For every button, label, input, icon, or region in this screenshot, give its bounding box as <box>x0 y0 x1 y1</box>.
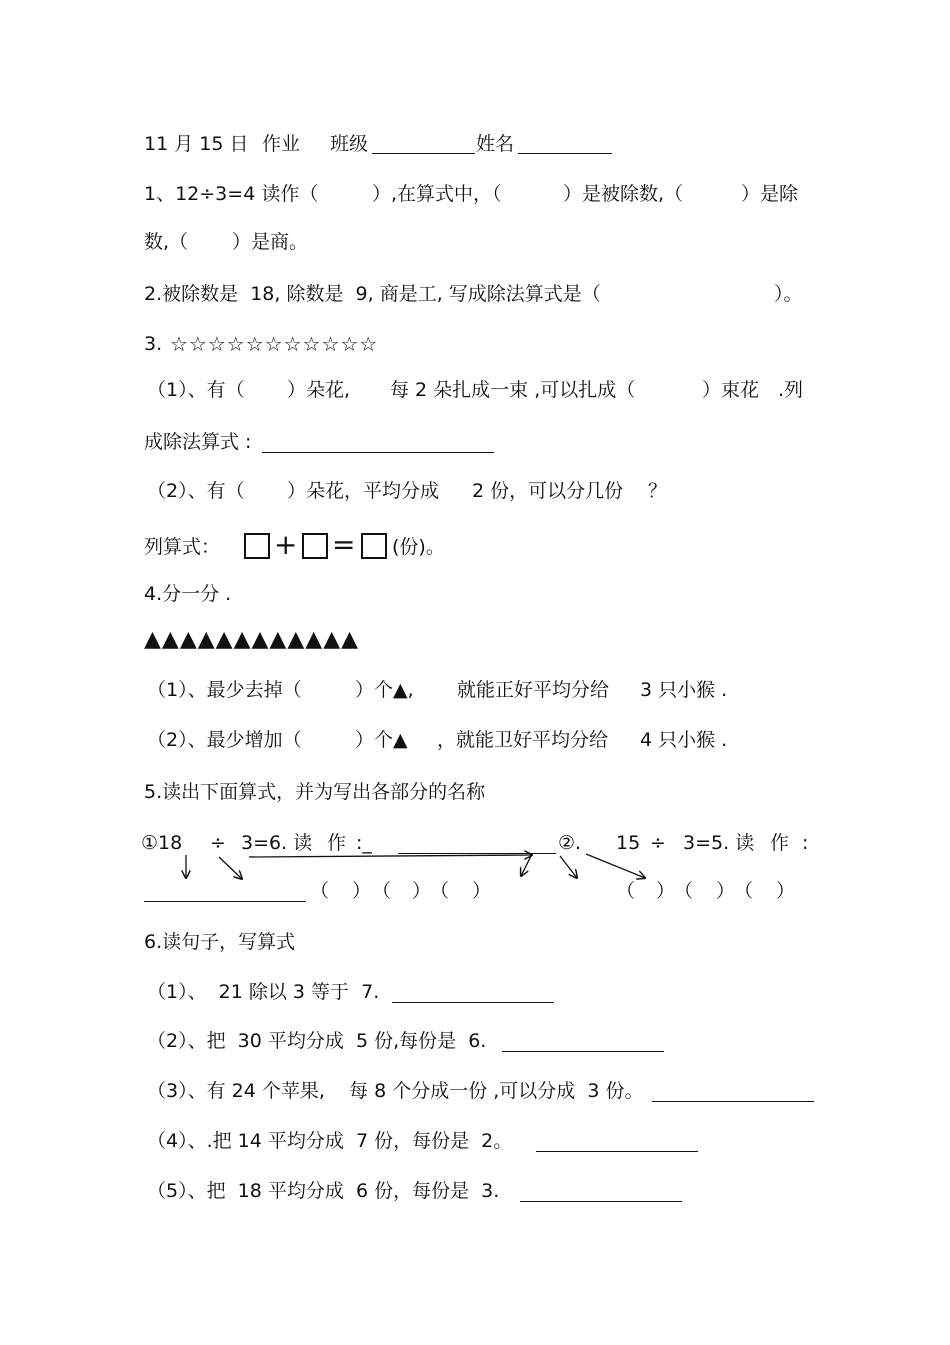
q3-p1-e: .列 <box>778 379 804 401</box>
expr2-div: ÷ <box>650 832 666 854</box>
name-paren-6-close: ） <box>776 880 796 902</box>
q3-p2-a: （2）、有（ <box>147 480 245 502</box>
name-paren-1-open: （ <box>310 880 330 902</box>
expr2-colon: : <box>802 832 809 854</box>
q6-s3: （3）、有 24 个苹果, 每 8 个分成一份 ,可以分成 3 份。 <box>147 1080 644 1102</box>
q1-part-d: ）是除 <box>741 183 799 205</box>
expr1-rest: 3=6. 读 <box>241 832 313 854</box>
q4-triangles-line <box>0 624 360 656</box>
name-paren-2-open: （ <box>372 880 392 902</box>
equals-sign: = <box>332 528 356 561</box>
name-paren-5-close: ） <box>716 880 736 902</box>
q3-p2-b: ）朵花，平均分成 <box>287 480 440 502</box>
header-line <box>0 128 515 160</box>
q6-s5-line <box>0 1175 500 1207</box>
q1-part-e: 数,（ <box>144 231 189 253</box>
q2-part-a: 2.被除数是 18, 除数是 9, 商是工, 写成除法算式是（ <box>144 283 601 305</box>
answer-box-3[interactable] <box>361 533 387 559</box>
q3-p2-line <box>0 475 668 507</box>
expr2-num: 15 <box>616 832 641 854</box>
name-paren-6-open: （ <box>734 880 754 902</box>
q3-p1-c: 每 2 朵扎成一束 ,可以扎成（ <box>390 379 636 401</box>
name-paren-4-close: ） <box>656 880 676 902</box>
q3-stars: ☆☆☆☆☆☆☆☆☆☆☆ <box>170 332 379 356</box>
q6-title-line <box>0 926 296 958</box>
q6-s2-line <box>0 1025 487 1057</box>
header-date: 11 月 15 日 <box>144 133 249 155</box>
expr1-circle-num: ①18 <box>141 832 183 854</box>
q4-p2-a: （2）、最少增加（ <box>147 729 302 751</box>
q6-s5-blank[interactable] <box>520 1201 682 1202</box>
q1-part-a: 1、12÷3=4 读作（ <box>144 183 319 205</box>
q6-s3-line <box>0 1075 644 1107</box>
q6-title: 6.读句子，写算式 <box>144 931 296 953</box>
name-blank[interactable] <box>518 153 612 154</box>
q3-p1-answer-blank[interactable] <box>262 452 494 453</box>
q2-line <box>0 278 803 310</box>
q3-p1-d: ）束花 <box>702 379 760 401</box>
q4-title: 4.分一分 . <box>144 583 232 605</box>
q6-s2: （2）、把 30 平均分成 5 份,每份是 6. <box>147 1030 487 1052</box>
q3-p1-b: ）朵花, <box>287 379 351 401</box>
q1-part-f: ）是商。 <box>232 231 309 253</box>
q1-line1 <box>0 178 799 210</box>
class-label: 班级 <box>330 133 369 155</box>
q3-formula-label: 列算式： <box>144 536 221 558</box>
q3-title-line <box>0 328 379 360</box>
q6-s3-blank[interactable] <box>652 1101 814 1102</box>
plus-sign: + <box>274 528 298 561</box>
formula-unit: (份)。 <box>392 536 445 558</box>
expr2-reading-blank[interactable] <box>144 901 306 902</box>
q6-s1-line <box>0 976 380 1008</box>
q1-line2 <box>0 226 309 258</box>
q4-p1-c: 就能正好平均分给 <box>457 679 610 701</box>
q5-title-line <box>0 776 486 808</box>
arrow-divisor-2 <box>560 856 577 878</box>
arrow-dividend-2 <box>521 856 531 876</box>
q4-p1-b: ）个▲, <box>355 679 414 701</box>
header-work: 作业 <box>262 133 301 155</box>
q3-p1-line2-text: 成除法算式 : <box>144 431 252 453</box>
q4-p1-a: （1）、最少去掉（ <box>147 679 302 701</box>
name-paren-4-open: （ <box>616 880 636 902</box>
expr2-zuo: 作 <box>770 832 790 854</box>
q3-p2-c: 2 份，可以分几份 <box>472 480 624 502</box>
name-paren-2-close: ） <box>412 880 432 902</box>
q6-s4-line <box>0 1125 513 1157</box>
q5-names-line <box>0 875 796 907</box>
expr2-rest: 3=5. 读 <box>683 832 755 854</box>
q3-p1-line2 <box>0 426 252 458</box>
q6-s4-blank[interactable] <box>536 1151 698 1152</box>
q6-s1: （1）、 21 除以 3 等于 7. <box>147 981 380 1003</box>
expr1-div: ÷ <box>210 832 226 854</box>
q3-p2-d: ？ <box>648 480 668 502</box>
q3-p1-line1 <box>0 374 804 406</box>
triangle-row: ▲▲▲▲▲▲▲▲▲▲▲▲ <box>144 627 360 652</box>
q3-formula-line <box>0 528 445 563</box>
q4-p2-c: ，就能卫好平均分给 <box>437 729 609 751</box>
answer-box-2[interactable] <box>302 533 328 559</box>
expr1-reading-blank[interactable] <box>398 853 556 854</box>
name-label: 姓名 <box>476 133 515 155</box>
q4-title-line <box>0 578 232 610</box>
q4-p1-line <box>0 674 728 706</box>
q3-p1-a: （1）、有（ <box>147 379 245 401</box>
answer-box-1[interactable] <box>244 533 270 559</box>
class-blank[interactable] <box>372 153 475 154</box>
q4-p2-line <box>0 724 728 756</box>
q6-s1-blank[interactable] <box>392 1002 554 1003</box>
q6-s5: （5）、把 18 平均分成 6 份，每份是 3. <box>147 1180 500 1202</box>
q6-s2-blank[interactable] <box>502 1051 664 1052</box>
name-paren-3-close: ） <box>472 880 492 902</box>
name-paren-5-open: （ <box>674 880 694 902</box>
q3-title: 3. <box>144 333 163 355</box>
expr1-colon: :_ <box>356 832 372 854</box>
q1-part-b: ）,在算式中，（ <box>372 183 502 205</box>
q4-p1-d: 3 只小猴 . <box>640 679 728 701</box>
q5-title: 5.读出下面算式，并为写出各部分的名称 <box>144 781 486 803</box>
q1-part-c: ）是被除数,（ <box>563 183 684 205</box>
q4-p2-d: 4 只小猴 . <box>640 729 728 751</box>
arrow-divisor-1 <box>219 857 242 879</box>
q2-part-b: ）。 <box>774 283 803 305</box>
expr2-circle: ②. <box>558 832 582 854</box>
q4-p2-b: ）个▲ <box>355 729 408 751</box>
q5-expr-line <box>0 827 809 859</box>
expr1-zuo: 作 <box>327 832 347 854</box>
q6-s4: （4）、.把 14 平均分成 7 份，每份是 2。 <box>147 1130 513 1152</box>
name-paren-1-close: ） <box>352 880 372 902</box>
name-paren-3-open: （ <box>430 880 450 902</box>
